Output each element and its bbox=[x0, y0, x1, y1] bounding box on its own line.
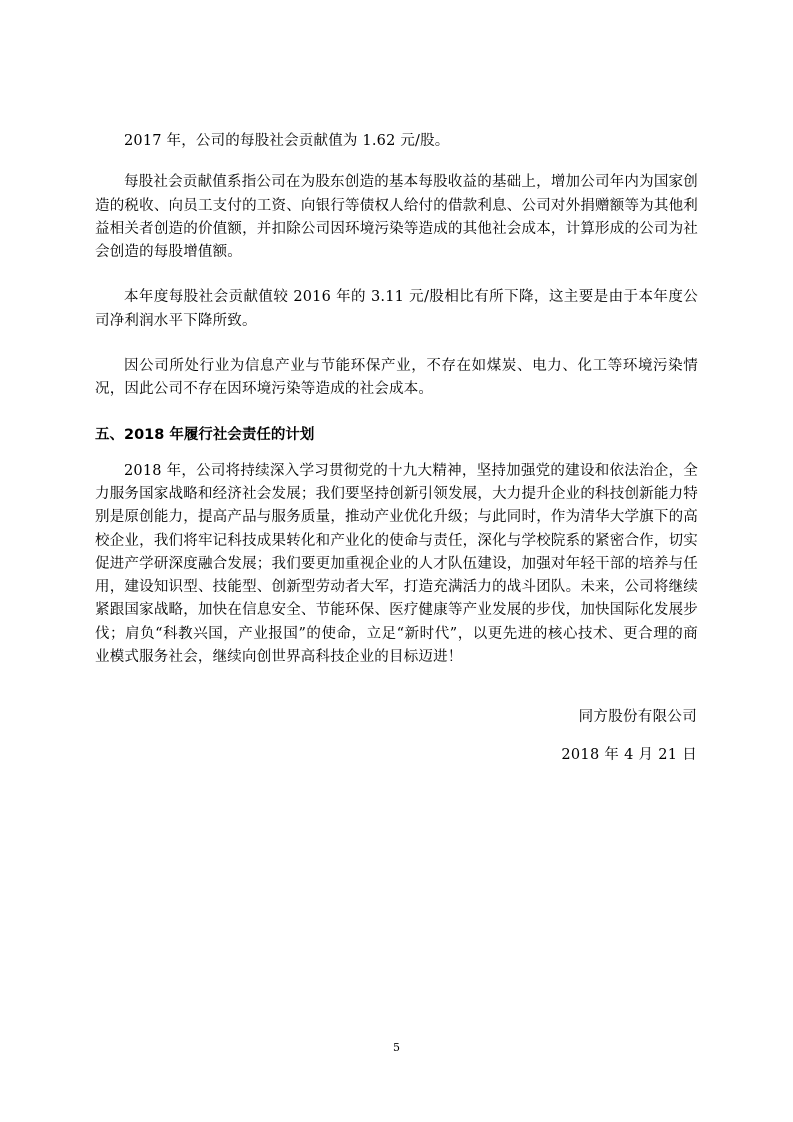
page-number: 5 bbox=[393, 1041, 400, 1054]
contribution-change-paragraph: 本年度每股社会贡献值较 2016 年的 3.11 元/股相比有所下降，这主要是由于本年度公司净利润水平下降所致。 bbox=[95, 289, 698, 329]
signature-date: 2018 年 4 月 21 日 bbox=[561, 747, 697, 763]
plan-paragraph: 2018 年，公司将持续深入学习贯彻党的十九大精神，坚持加强党的建设和依法治企，全力服务国家战略和经济社会发展；我们要坚持创新引领发展，大力提升企业的科技创新能力特别是原创能力，提高产品与服务质量，推动产业优化升级；与此同时，作为清华大学旗下的高校企业，我们将牢记科技成果转化和产业化的使命与责任，深化与学校院系的紧密合作，切实促进产学研深度融合发展；我们要更加重视企业的人才队伍建设，加强对年轻干部的培养与任用，建设知识型、技能型、创新型劳动者大军，打造充满活力的战斗团队。未来，公司将继续紧跟国家战略，加快在信息安全、节能环保、医疗健康等产业发展的步伐，加快国际化发展步伐；肩负“科教兴国，产业报国”的使命，立足“新时代”，以更先进的核心技术、更合理的商业模式服务社会，继续向创世界高科技企业的目标迈进！ bbox=[95, 462, 698, 666]
document-body bbox=[95, 130, 698, 669]
contribution-definition-paragraph: 每股社会贡献值系指公司在为股东创造的基本每股收益的基础上，增加公司年内为国家创造的税收、向员工支付的工资、向银行等债权人给付的借款利息、公司对外捐赠额等为其他利益相关者创造的价值额，并扣除公司因环境污染等造成的其他社会成本，计算形成的公司为社会创造的每股增值额。 bbox=[95, 174, 698, 261]
contribution-value-paragraph: 2017 年，公司的每股社会贡献值为 1.62 元/股。 bbox=[124, 133, 450, 149]
environmental-cost-paragraph: 因公司所处行业为信息产业与节能环保产业，不存在如煤炭、电力、化工等环境污染情况，因此公司不存在因环境污染等造成的社会成本。 bbox=[95, 358, 698, 398]
section-heading: 五、2018 年履行社会责任的计划 bbox=[95, 426, 315, 443]
company-signature: 同方股份有限公司 bbox=[578, 709, 697, 725]
